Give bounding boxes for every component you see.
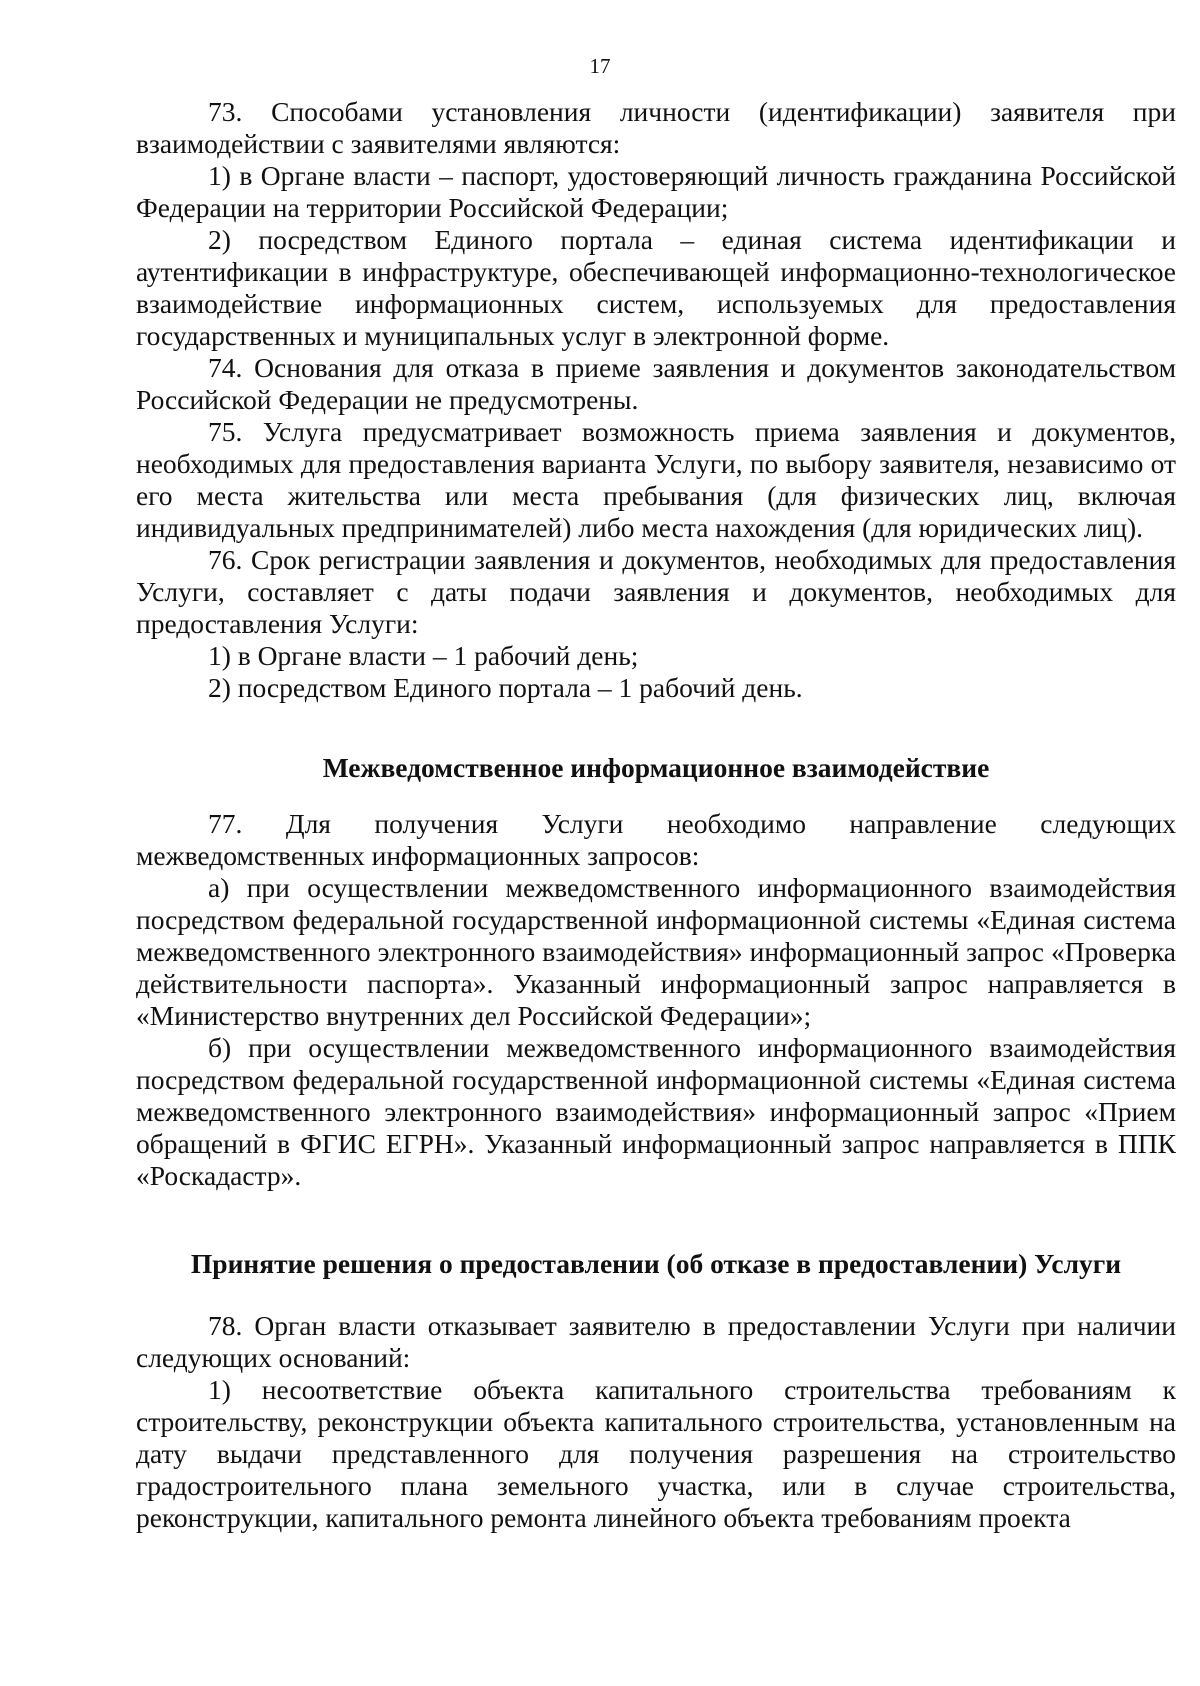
document-body xyxy=(136,96,1176,1534)
paragraph-73-item-2: 2) посредством Единого портала – единая система идентификации и аутентификации в инфраструктуре, обеспечивающей информационно-технологическое взаимодействие информационных систем, используемых для предоставления государственных и муниципальных услуг в электронной форме. xyxy=(136,224,1176,351)
paragraph-77-item-b: б) при осуществлении межведомственного информационного взаимодействия посредством федеральной государственной информационной системы «Единая система межведомственного электронного взаимодействия» информационный запрос «Прием обращений в ФГИС ЕГРН». Указанный информационный запрос направляется в ППК «Роскадастр». xyxy=(136,1032,1176,1191)
paragraph-77-item-a: а) при осуществлении межведомственного информационного взаимодействия посредством федеральной государственной информационной системы «Единая система межведомственного электронного взаимодействия» информационный запрос «Проверка действительности паспорта». Указанный информационный запрос направляется в «Министерство внутренних дел Российской Федерации»; xyxy=(136,872,1176,1031)
section-heading-decision: Принятие решения о предоставлении (об отказе в предоставлении) Услуги xyxy=(190,1248,1122,1279)
paragraph-78-item-1: 1) несоответствие объекта капитального строительства требованиям к строительству, реконструкции объекта капитального строительства, установленным на дату выдачи представленного для получения разрешения на строительство градостроительного плана земельного участка, или в случае строительства, реконструкции, капитального ремонта линейного объекта требованиям проекта xyxy=(136,1374,1176,1533)
paragraph-73-item-1: 1) в Органе власти – паспорт, удостоверяющий личность гражданина Российской Федерации на территории Российской Федерации; xyxy=(136,160,1176,223)
paragraph-73: 73. Способами установления личности (идентификации) заявителя при взаимодействии с заявителями являются: xyxy=(136,96,1176,159)
paragraph-75: 75. Услуга предусматривает возможность приема заявления и документов, необходимых для предоставления варианта Услуги, по выбору заявителя, независимо от его места жительства или места пребывания (для физических лиц, включая индивидуальных предпринимателей) либо места нахождения (для юридических лиц). xyxy=(136,416,1176,543)
section-heading-interagency: Межведомственное информационное взаимодействие xyxy=(322,752,990,783)
paragraph-76-item-1: 1) в Органе власти – 1 рабочий день; xyxy=(208,640,639,671)
paragraph-76-item-2: 2) посредством Единого портала – 1 рабочий день. xyxy=(208,672,803,703)
paragraph-77: 77. Для получения Услуги необходимо направление следующих межведомственных информационных запросов: xyxy=(136,808,1176,871)
paragraph-74: 74. Основания для отказа в приеме заявления и документов законодательством Российской Федерации не предусмотрены. xyxy=(136,352,1176,415)
paragraph-76: 76. Срок регистрации заявления и документов, необходимых для предоставления Услуги, составляет с даты подачи заявления и документов, необходимых для предоставления Услуги: xyxy=(136,544,1176,639)
page-number: 17 xyxy=(589,54,611,78)
paragraph-78: 78. Орган власти отказывает заявителю в предоставлении Услуги при наличии следующих оснований: xyxy=(136,1310,1176,1373)
